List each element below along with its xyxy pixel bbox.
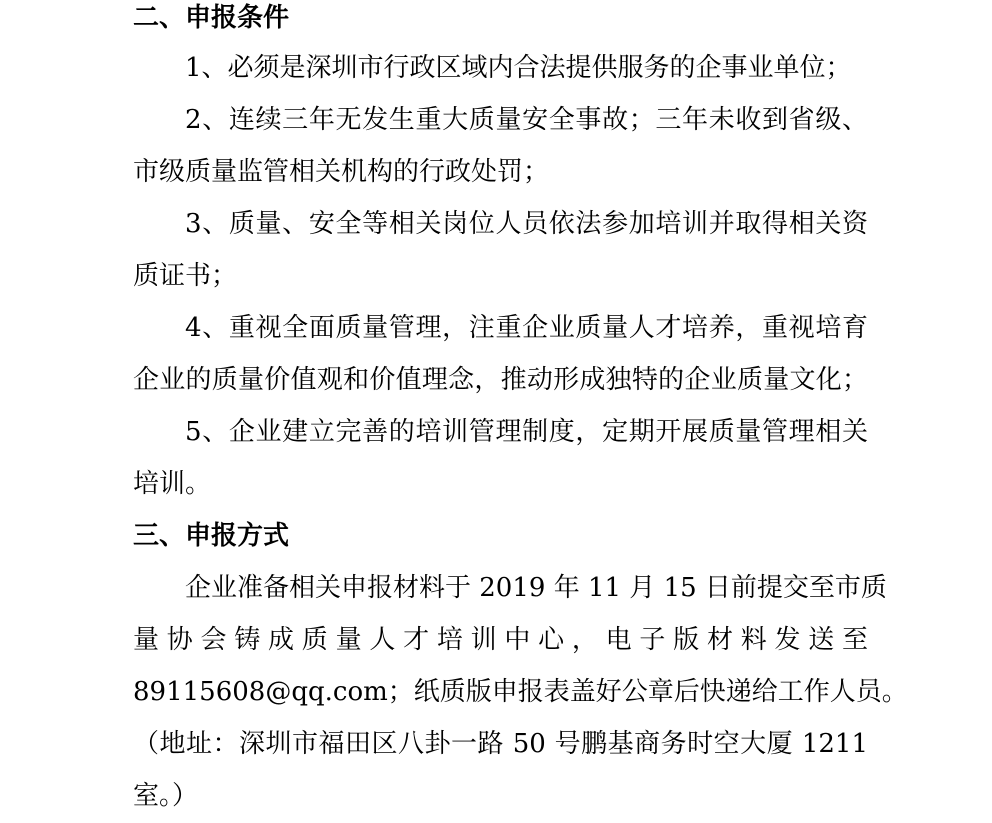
method-paragraph-line1: 企业准备相关申报材料于 2019 年 11 月 15 日前提交至市质 — [185, 573, 887, 603]
condition-item-4-line2: 企业的质量价值观和价值理念，推动形成独特的企业质量文化； — [133, 365, 868, 395]
condition-item-1: 1、必须是深圳市行政区域内合法提供服务的企事业单位； — [185, 53, 852, 83]
condition-item-4-line1: 4、重视全面质量管理，注重企业质量人才培养，重视培育 — [185, 313, 868, 343]
section-heading-method: 三、申报方式 — [133, 521, 290, 551]
method-paragraph-line3: 89115608@qq.com；纸质版申报表盖好公章后快递给工作人员。 — [133, 677, 908, 707]
condition-item-3-line1: 3、质量、安全等相关岗位人员依法参加培训并取得相关资 — [185, 209, 868, 239]
method-paragraph-line5: 室。） — [133, 781, 199, 811]
method-paragraph-line4: （地址：深圳市福田区八卦一路 50 号鹏基商务时空大厦 1211 — [133, 729, 868, 759]
condition-item-2-line1: 2、连续三年无发生重大质量安全事故；三年未收到省级、 — [185, 105, 868, 135]
condition-item-5-line1: 5、企业建立完善的培训管理制度，定期开展质量管理相关 — [185, 417, 868, 447]
condition-item-2-line2: 市级质量监管相关机构的行政处罚； — [133, 157, 550, 187]
method-paragraph-line2: 量协会铸成质量人才培训中心，电子版材料发送至 — [133, 625, 868, 655]
section-heading-conditions: 二、申报条件 — [133, 3, 290, 33]
condition-item-3-line2: 质证书； — [133, 261, 238, 291]
condition-item-5-line2: 培训。 — [133, 469, 212, 499]
